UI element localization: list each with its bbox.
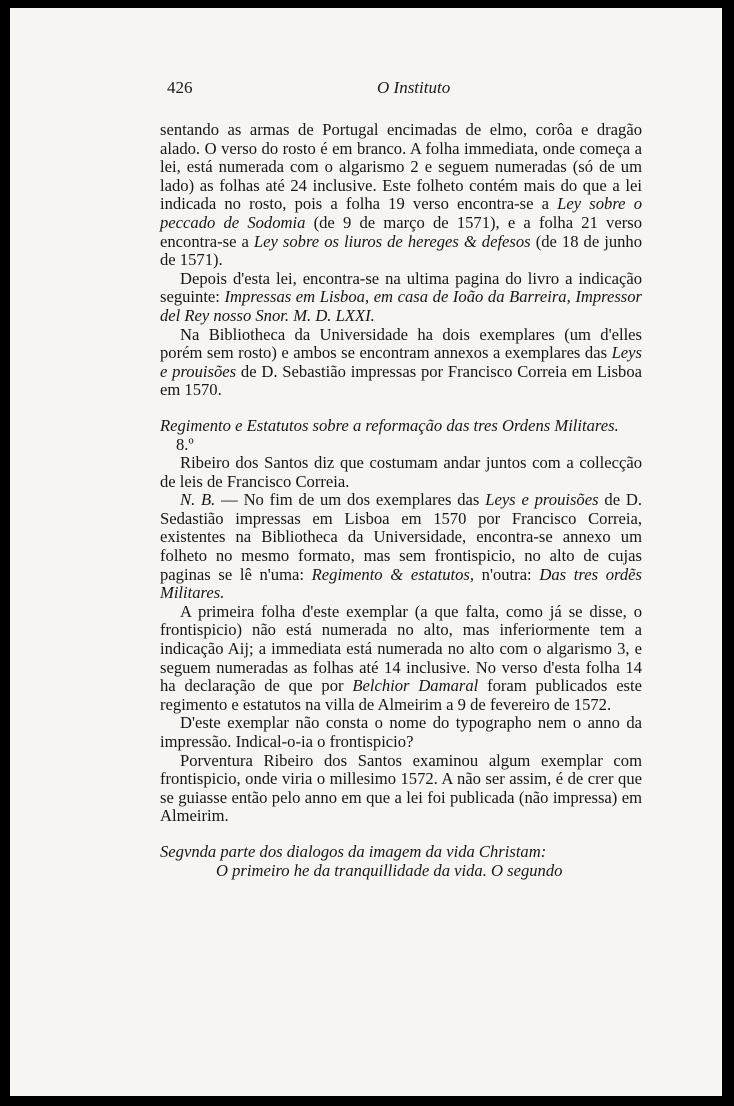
book-page xyxy=(10,8,722,1096)
paragraph: Ribeiro dos Santos diz que costumam andar juntos com a collecção de leis de Francisco Correia. xyxy=(160,453,642,491)
paragraph: sentando as armas de Portugal encimadas de elmo, corôa e dragão alado. O verso do rosto é em branco. A folha immediata, onde começa a lei, está numerada com o algarismo 2 e seguem numeradas (só de um lado) as folhas até 24 inclusive. Este folheto contém mais do que a lei indicada no rosto, pois a folha 19 verso encontra-se a Ley sobre o peccado de Sodomia (de 9 de março de 1571), e a folha 21 verso encontra-se a Ley sobre os liuros de hereges & defesos (de 18 de junho de 1571). xyxy=(160,120,643,270)
entry-number: 8.º xyxy=(176,434,194,454)
page-body xyxy=(160,121,642,880)
paragraph: Na Bibliotheca da Universidade ha dois exemplares (um d'elles porém sem rosto) e ambos se encontram annexos a exemplares das Leys e prouisões de D. Sebastião impressas por Francisco Correia em Lisboa em 1570. xyxy=(160,324,642,400)
entry-heading: Segvnda parte dos dialogos da imagem da vida Christam: O primeiro he da tranquillidade da vida. O segundo xyxy=(160,841,563,880)
paragraph: Porventura Ribeiro dos Santos examinou algum exemplar com frontispicio, onde viria o millesimo 1572. A não ser assim, é de crer que se guiasse então pelo anno em que a lei foi publicada (não impressa) em Almeirim. xyxy=(160,750,642,826)
page-number: 426 xyxy=(167,78,193,97)
paragraph: D'este exemplar não consta o nome do typographo nem o anno da impressão. Indical-o-ia o frontispicio? xyxy=(160,713,642,751)
running-head: O Instituto xyxy=(377,78,451,97)
nb-label: N. B. xyxy=(180,490,216,510)
paragraph: Depois d'esta lei, encontra-se na ultima pagina do livro a indicação seguinte: Impressas em Lisboa, em casa de Ioão da Barreira, Impressor del Rey nosso Snor. M. D. LXXI. xyxy=(160,268,643,325)
entry-heading: Regimento e Estatutos sobre a reformação das tres Ordens Militares. xyxy=(160,415,619,435)
paragraph: N. B. — No fim de um dos exemplares das Leys e prouisões de D. Sedastião impressas em Lisboa em 1570 por Francisco Correia, existentes na Bibliotheca da Universidade, encontra-se annexo um folheto no mesmo formato, mas sem frontispicio, no alto de cujas paginas se lê n'uma: Regimento & estatutos, n'outra: Das tres ordẽs Militares. xyxy=(160,490,643,603)
paragraph: A primeira folha d'este exemplar (a que falta, como já se disse, o frontispicio) não está numerada no alto, mas inferiormente tem a indicação Aij; a immediata está numerada no alto com o algarismo 3, e seguem numeradas as folhas até 14 inclusive. No verso d'esta folha 14 ha declaração de que por Belchior Damaral foram publicados este regimento e estatutos na villa de Almeirim a 9 de fevereiro de 1572. xyxy=(160,601,642,714)
